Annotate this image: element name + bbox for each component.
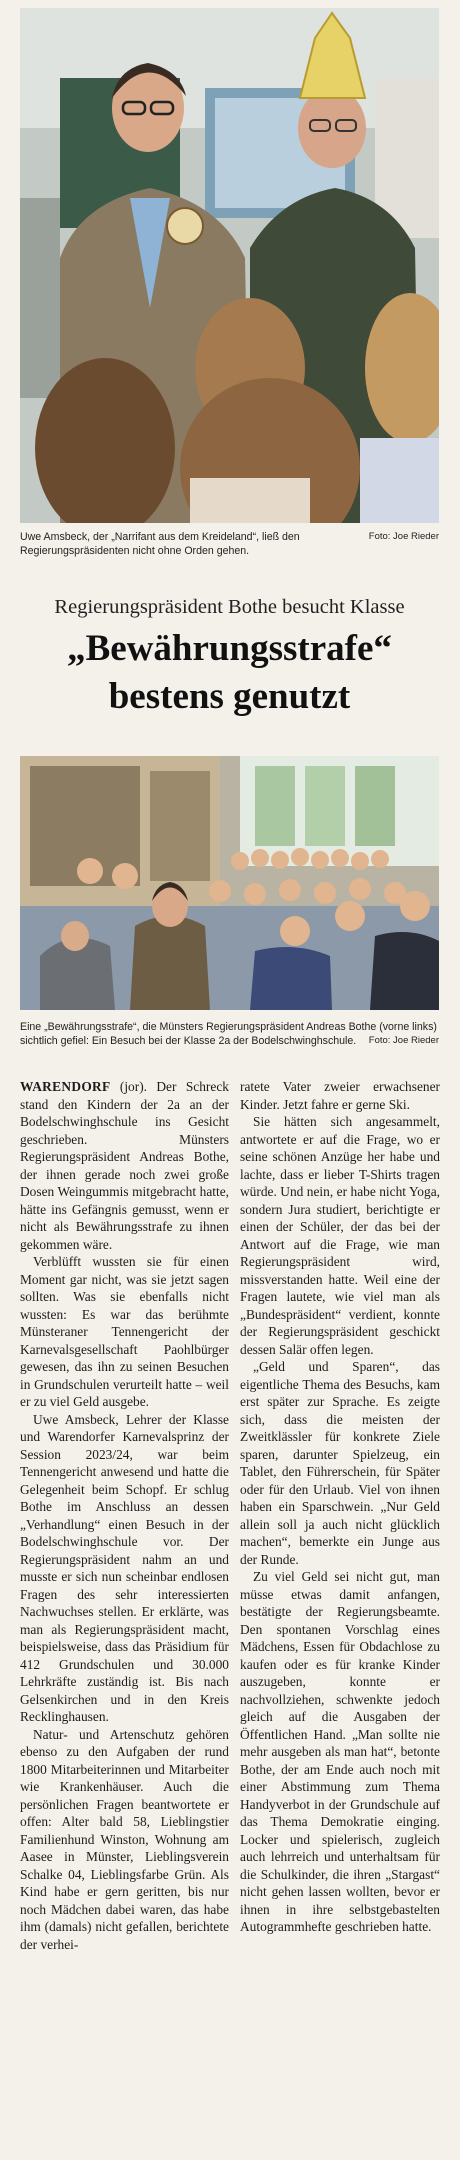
article-kicker: Regierungspräsident Bothe besucht Klasse (54, 596, 405, 618)
article-headline: „Bewährungsstrafe“ bestens genutzt (67, 628, 392, 717)
class-photo-caption (20, 1020, 439, 1048)
paragraph: Zu viel Geld sei nicht gut, man müsse etwas damit anfangen, bestätigte der Regierungsbeamte. Den spontanen Vorschlag eines Mädchens, Essen für Obdachlose zu kaufen oder es für kranke Kinder auszugeben, konnte er nachvollziehen, schwenkte jedoch gleich auf die Ausgaben der Öffentlichen Hand. „Man sollte nie mehr ausgeben als man hat“, betonte Bothe, der am Ende auch noch mit einer Abstimmung zum Thema Handyverbot in der Grundschule auf das Thema Demokratie einging. Locker und spielerisch, zugleich auch lehrreich und unterhaltsam für die Schulkinder, die ihren „Stargast“ nicht gehen lassen wollten, bevor er ihnen in ihre selbstgebastelten Autogrammhefte geschrieben hatte. (240, 1569, 440, 1934)
paragraph: Sie hätten sich angesammelt, antwortete er auf die Frage, wo er seine schönen Anzüge her habe und lachte, dass er lieber T-Shirts tragen würde. Und nein, er habe nicht Yoga, sondern Jura studiert, berichtigte er einen der Schüler, der das bei der Antwort auf die Frage, wie man Regierungspräsident wird, missverstanden hatte. Weil eine der Fragen lautete, wie viel man als „Bundespräsident“ verdient, konnte der Regierungspräsident geschickt dessen Salär offen legen. (240, 1114, 440, 1357)
photo-credit: Foto: Joe Rieder (368, 1035, 439, 1046)
top-photo-caption (20, 530, 439, 558)
top-photo (20, 8, 439, 523)
photo-credit: Foto: Joe Rieder (368, 531, 439, 542)
paragraph-text: Der Schreck stand den Kindern der 2a an der Bodelschwinghschule ins Gesicht geschrieben. Münsters Regierungspräsident Andreas Bothe, der ihnen gerade noch zwei große Dosen Weingummis mitgebracht hatte, hätte ins Gefängnis gemusst, wenn er nicht als Bewährungsstrafe zu ihnen gekommen wäre. (20, 1079, 229, 1252)
paragraph: ratete Vater zweier erwachsener Kinder. Jetzt fahre er gerne Ski. (240, 1079, 440, 1112)
paragraph: Verblüfft wussten sie für einen Moment gar nicht, was sie jetzt sagen sollten. Was sie ebenfalls nicht wussten: Es war das berühmte Münsteraner Tennengericht der Karnevalsgesellschaft Paohlbürger gewesen, das ihn zu seinen Besuchen in Grundschulen verurteilt hatte – weil er zu viel Geld ausgebe. (20, 1254, 229, 1409)
paragraph: Natur- und Artenschutz gehören ebenso zu den Aufgaben der rund 1800 Mitarbeiterinnen und Mitarbeiter wie Krankenhäuser. Auch die persönlichen Fragen beantwortete er offen: Alter bald 58, Lieblingstier Familienhund Winston, Wohnung am Aasee in Münster, Lieblingsverein Schalke 04, Lieblingsfarbe Grün. Als Kind habe er gern geritten, bis nur noch Mädchen dabei waren, das habe ihm (damals) nicht gefallen, berichtete der verhei- (20, 1726, 229, 1952)
dateline: WARENDORF (20, 1079, 111, 1094)
caption-text: Uwe Amsbeck, der „Narrifant aus dem Kreideland“, ließ den Regierungspräsidenten nicht ohne Orden gehen. (20, 531, 300, 557)
author-tag: (jor). (119, 1079, 148, 1094)
class-photo (20, 756, 439, 1010)
paragraph (20, 1078, 229, 1253)
top-photo-illustration (20, 8, 439, 523)
caption-text: Eine „Bewährungsstrafe“, die Münsters Regierungspräsident Andreas Bothe (vorne links) sichtlich gefiel: Ein Besuch bei der Klasse 2a der Bodelschwinghschule. (20, 1021, 437, 1047)
paragraph: „Geld und Sparen“, das eigentliche Thema des Besuchs, kam erst später zur Sprache. Es zeigte sich, dass die meisten der Zweitklässler für konkrete Ziele sparen, darunter Spielzeug, ein Tablet, den Führerschein, für Später oder für den Urlaub. Viel von ihnen haben ein Sparschwein. „Nur Geld allein soll ja auch nicht glücklich machen“, bemerkte ein Junge aus der Runde. (240, 1359, 440, 1567)
paragraph: Uwe Amsbeck, Lehrer der Klasse und Warendorfer Karnevalsprinz der Session 2023/24, war beim Tennengericht anwesend und hatte die Gelegenheit beim Schopf. Er schlug Bothe im Anschluss an dessen „Verhandlung“ einen Besuch in der Bodelschwinghschule vor. Der Regierungspräsident nahm an und musste er sich nun scheinbar endlosen Fragen des sehr interessierten Nachwuchses stellen. Er erklärte, was man als Regierungspräsident macht, beispielsweise, dass das Präsidium für 412 Grundschulen und 30.000 Lehrkräfte zuständig ist. Bis nach Gelsenkirchen und in den Kreis Recklinghausen. (20, 1411, 229, 1724)
class-photo-illustration (20, 756, 439, 1010)
article-column-right (240, 1078, 440, 1936)
article-column-left (20, 1078, 229, 1953)
